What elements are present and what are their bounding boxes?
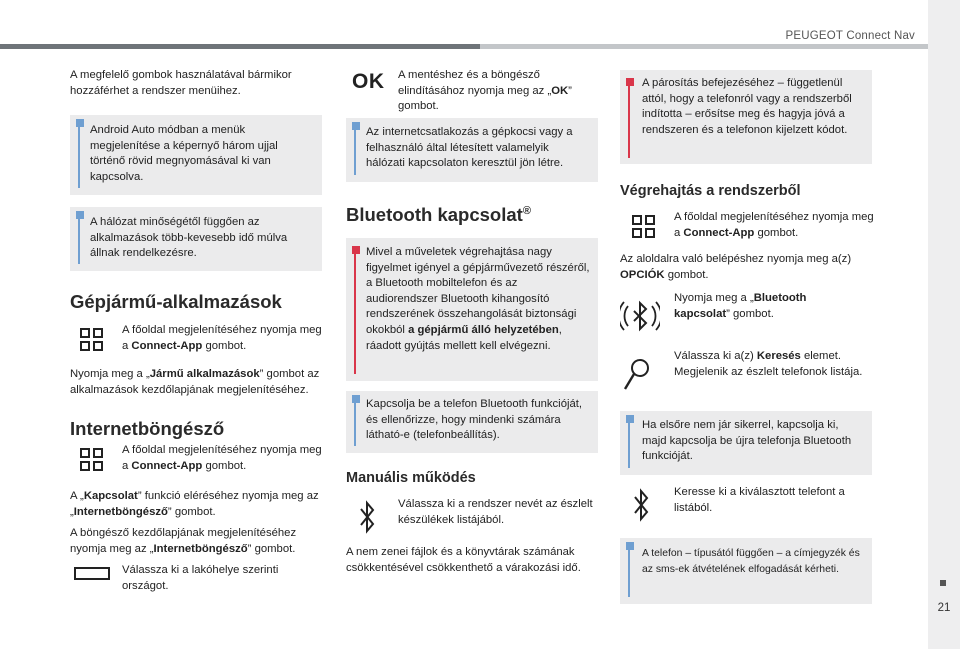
info-marker xyxy=(628,545,630,597)
apps-paragraph: Nyomja meg a „Jármű alkalmazások” gombot az alkalmazások kezdőlapjának megjelenítéséhez. xyxy=(70,368,320,396)
apps-grid-icon xyxy=(80,328,104,352)
heading-vehicle-apps: Gépjármű-alkalmazások xyxy=(70,291,282,312)
search-icon xyxy=(622,356,652,392)
select-phone-instruction: Keresse ki a kiválasztott telefont a listából. xyxy=(674,486,845,514)
warning-marker xyxy=(628,80,630,158)
info-marker xyxy=(628,418,630,468)
heading-bluetooth: Bluetooth kapcsolat® xyxy=(346,204,531,225)
page-number: 21 xyxy=(937,602,951,614)
info-icon xyxy=(626,542,634,550)
apps-instruction: A főoldal megjelenítéséhez nyomja meg a Connect-App gombot. xyxy=(122,324,322,352)
info-text: Kapcsolja be a telefon Bluetooth funkcióját, és ellenőrizze, hogy mindenki számára látható-e (telefonbeállítás). xyxy=(366,398,583,442)
info-marker xyxy=(78,214,80,264)
warning-text: Mivel a műveletek végrehajtása nagy figyelmet igényel a gépjárművezető részéről, a Bluetooth mobiltelefon és az audiorendszer Bluetooth kihangosító rendszerének összehangolását biztonsági okokból a gépjármű álló helyzetében, ráadott gyújtás mellett kell elvégezni. xyxy=(366,246,590,352)
info-icon xyxy=(352,122,360,130)
info-icon xyxy=(76,119,84,127)
info-box-internet xyxy=(346,118,598,182)
info-box-network xyxy=(70,207,322,271)
apps-grid-icon xyxy=(632,215,656,239)
text-field-icon xyxy=(74,567,110,581)
heading-manual: Manuális működés xyxy=(346,470,476,486)
info-icon xyxy=(76,211,84,219)
options-paragraph: Az aloldalra való belépéshez nyomja meg a(z) OPCIÓK gombot. xyxy=(620,253,852,281)
manual-instruction: Válassza ki a rendszer nevét az észlelt készülékek listájából. xyxy=(398,498,593,526)
running-header: PEUGEOT Connect Nav xyxy=(785,30,915,42)
info-text: Android Auto módban a menük megjelenítése a képernyő három ujjal történő rövid megnyomásával ki van kapcsolva. xyxy=(90,124,278,183)
info-marker xyxy=(78,122,80,188)
warning-box-safety xyxy=(346,238,598,381)
browser-paragraph-2: A böngésző kezdőlapjának megjelenítéséhez nyomja meg az „Internetböngésző” gombot. xyxy=(70,527,297,555)
header-rule-light xyxy=(480,44,928,49)
warning-icon xyxy=(626,78,634,86)
info-marker xyxy=(354,398,356,446)
country-instruction: Válassza ki a lakóhelye szerinti országot. xyxy=(122,564,279,592)
page-side-strip xyxy=(928,0,960,649)
info-marker xyxy=(354,125,356,175)
warning-text: A párosítás befejezéséhez – függetlenül attól, hogy a telefonról vagy a rendszerből indította – erősítse meg és hagyja jóvá a rendszeren és a telefonon kijelzett kódot. xyxy=(642,77,852,136)
page-marker xyxy=(940,580,946,586)
info-box-bluetooth xyxy=(346,391,598,453)
browser-instruction: A főoldal megjelenítéséhez nyomja meg a Connect-App gombot. xyxy=(122,444,322,472)
bluetooth-icon xyxy=(632,488,650,522)
info-box-phone xyxy=(620,538,872,604)
ok-instruction: A mentéshez és a böngésző elindításához nyomja meg az „OK” gombot. xyxy=(398,69,572,113)
ok-button-icon: OK xyxy=(352,70,385,93)
info-box-android-auto xyxy=(70,115,322,195)
info-text: A telefon – típusától függően – a címjegyzék és az sms-ek átvételének elfogadását kérheti. xyxy=(642,548,860,575)
search-instruction: Válassza ki a(z) Keresés elemet. Megjelenik az észlelt telefonok listája. xyxy=(674,350,863,378)
warning-marker xyxy=(354,248,356,374)
bluetooth-connection-icon xyxy=(620,296,660,336)
warning-icon xyxy=(352,246,360,254)
info-box-retry xyxy=(620,411,872,475)
bluetooth-button-instruction: Nyomja meg a „Bluetooth kapcsolat” gombot. xyxy=(674,292,807,320)
info-text: Az internetcsatlakozás a gépkocsi vagy a felhasználó által létesített valamelyik hálózati kapcsolaton keresztül jön létre. xyxy=(366,126,573,170)
info-text: Ha elsőre nem jár sikerrel, kapcsolja ki, majd kapcsolja be újra telefonja Bluetooth funkcióját. xyxy=(642,419,852,463)
browser-paragraph-1: A „Kapcsolat” funkció eléréséhez nyomja meg az „Internetböngésző” gombot. xyxy=(70,490,319,518)
info-icon xyxy=(626,415,634,423)
bluetooth-icon xyxy=(358,500,376,534)
warning-box-pairing xyxy=(620,70,872,164)
header-rule-dark xyxy=(0,44,480,49)
heading-internet-browser: Internetböngésző xyxy=(70,418,225,439)
heading-from-system: Végrehajtás a rendszerből xyxy=(620,183,801,199)
intro-text: A megfelelő gombok használatával bármikor hozzáférhet a rendszer menüihez. xyxy=(70,69,292,97)
manual-paragraph: A nem zenei fájlok és a könyvtárak számának csökkentésével csökkenthető a várakozási idő. xyxy=(346,546,581,574)
info-icon xyxy=(352,395,360,403)
system-instruction: A főoldal megjelenítéséhez nyomja meg a Connect-App gombot. xyxy=(674,211,874,239)
apps-grid-icon xyxy=(80,448,104,472)
info-text: A hálózat minőségétől függően az alkalmazások több-kevesebb idő múlva állnak rendelkezésre. xyxy=(90,216,288,260)
